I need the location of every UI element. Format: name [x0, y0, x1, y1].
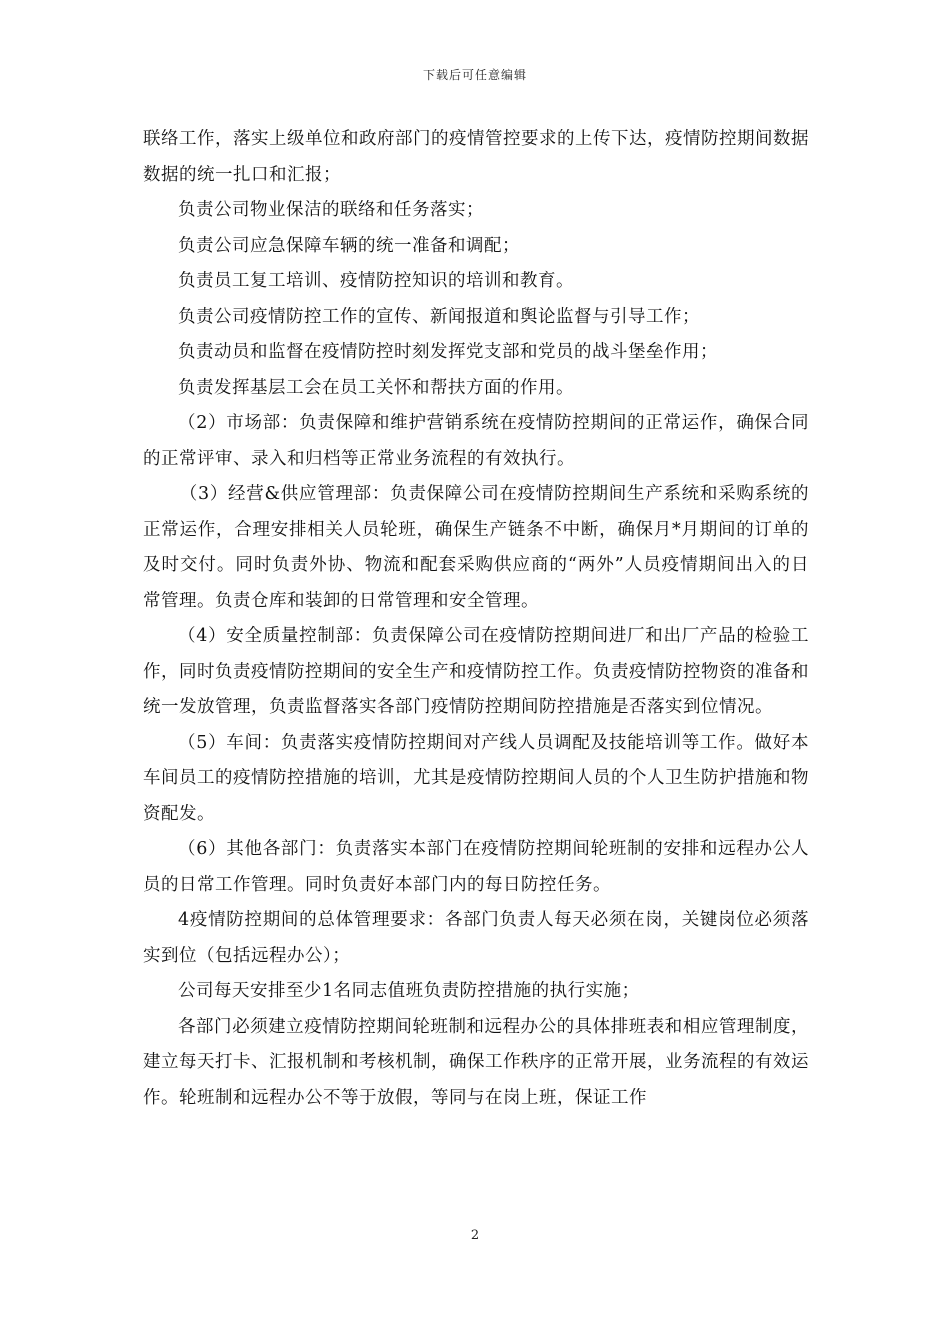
- paragraph-continuation: 联络工作，落实上级单位和政府部门的疫情管控要求的上传下达，疫情防控期间数据数据的统一扎口和汇报；: [143, 129, 809, 185]
- paragraph-training-duty: 负责员工复工培训、疫情防控知识的培训和教育。: [178, 271, 574, 291]
- paragraph-other-depts: （6）其他各部门：负责落实本部门在疫情防控期间轮班制的安排和远程办公人员的日常工作管理。同时负责好本部门内的每日防控任务。: [143, 839, 809, 895]
- page-header: 下载后可任意编辑: [422, 68, 527, 82]
- paragraph-quality-dept: （4）安全质量控制部：负责保障公司在疫情防控期间进厂和出厂产品的检验工作，同时负责疫情防控期间的安全生产和疫情防控工作。负责疫情防控物资的准备和统一发放管理，负责监督落实各部门疫情防控期间防控措施是否落实到位情况。: [143, 626, 809, 717]
- paragraph-vehicle-duty: 负责公司应急保障车辆的统一准备和调配；: [178, 235, 520, 256]
- paragraph-supply-dept: （3）经营&供应管理部：负责保障公司在疫情防控期间生产系统和采购系统的正常运作，合理安排相关人员轮班，确保生产链条不中断，确保月*月期间的订单的及时交付。同时负责外协、物流和配套采购供应商的“两外”人员疫情期间出入的日常管理。负责仓库和装卸的日常管理和安全管理。: [143, 484, 809, 611]
- paragraph-publicity-duty: 负责公司疫情防控工作的宣传、新闻报道和舆论监督与引导工作；: [178, 306, 700, 327]
- paragraph-shift-system: 各部门必须建立疫情防控期间轮班制和远程办公的具体排班表和相应管理制度，建立每天打卡、汇报机制和考核机制，确保工作秩序的正常开展，业务流程的有效运作。轮班制和远程办公不等于放假，等同与在岗上班，保证工作: [143, 1016, 809, 1108]
- paragraph-workshop: （5）车间：负责落实疫情防控期间对产线人员调配及技能培训等工作。做好本车间员工的疫情防控措施的培训，尤其是疫情防控期间人员的个人卫生防护措施和物资配发。: [143, 732, 809, 824]
- paragraph-union-duty: 负责发挥基层工会在员工关怀和帮扶方面的作用。: [178, 377, 574, 398]
- document-body: [143, 122, 809, 1116]
- paragraph-duty-arrangement: 公司每天安排至少1名同志值班负责防控措施的执行实施；: [178, 981, 640, 1001]
- page-number: 2: [470, 1228, 480, 1243]
- paragraph-cleaning-duty: 负责公司物业保洁的联络和任务落实；: [178, 200, 484, 220]
- paragraph-general-requirements: 4疫情防控期间的总体管理要求：各部门负责人每天必须在岗，关键岗位必须落实到位（包括远程办公）；: [143, 910, 809, 966]
- paragraph-party-duty: 负责动员和监督在疫情防控时刻发挥党支部和党员的战斗堡垒作用；: [178, 342, 718, 362]
- paragraph-marketing-dept: （2）市场部：负责保障和维护营销系统在疫情防控期间的正常运作，确保合同的正常评审、录入和归档等正常业务流程的有效执行。: [143, 413, 809, 469]
